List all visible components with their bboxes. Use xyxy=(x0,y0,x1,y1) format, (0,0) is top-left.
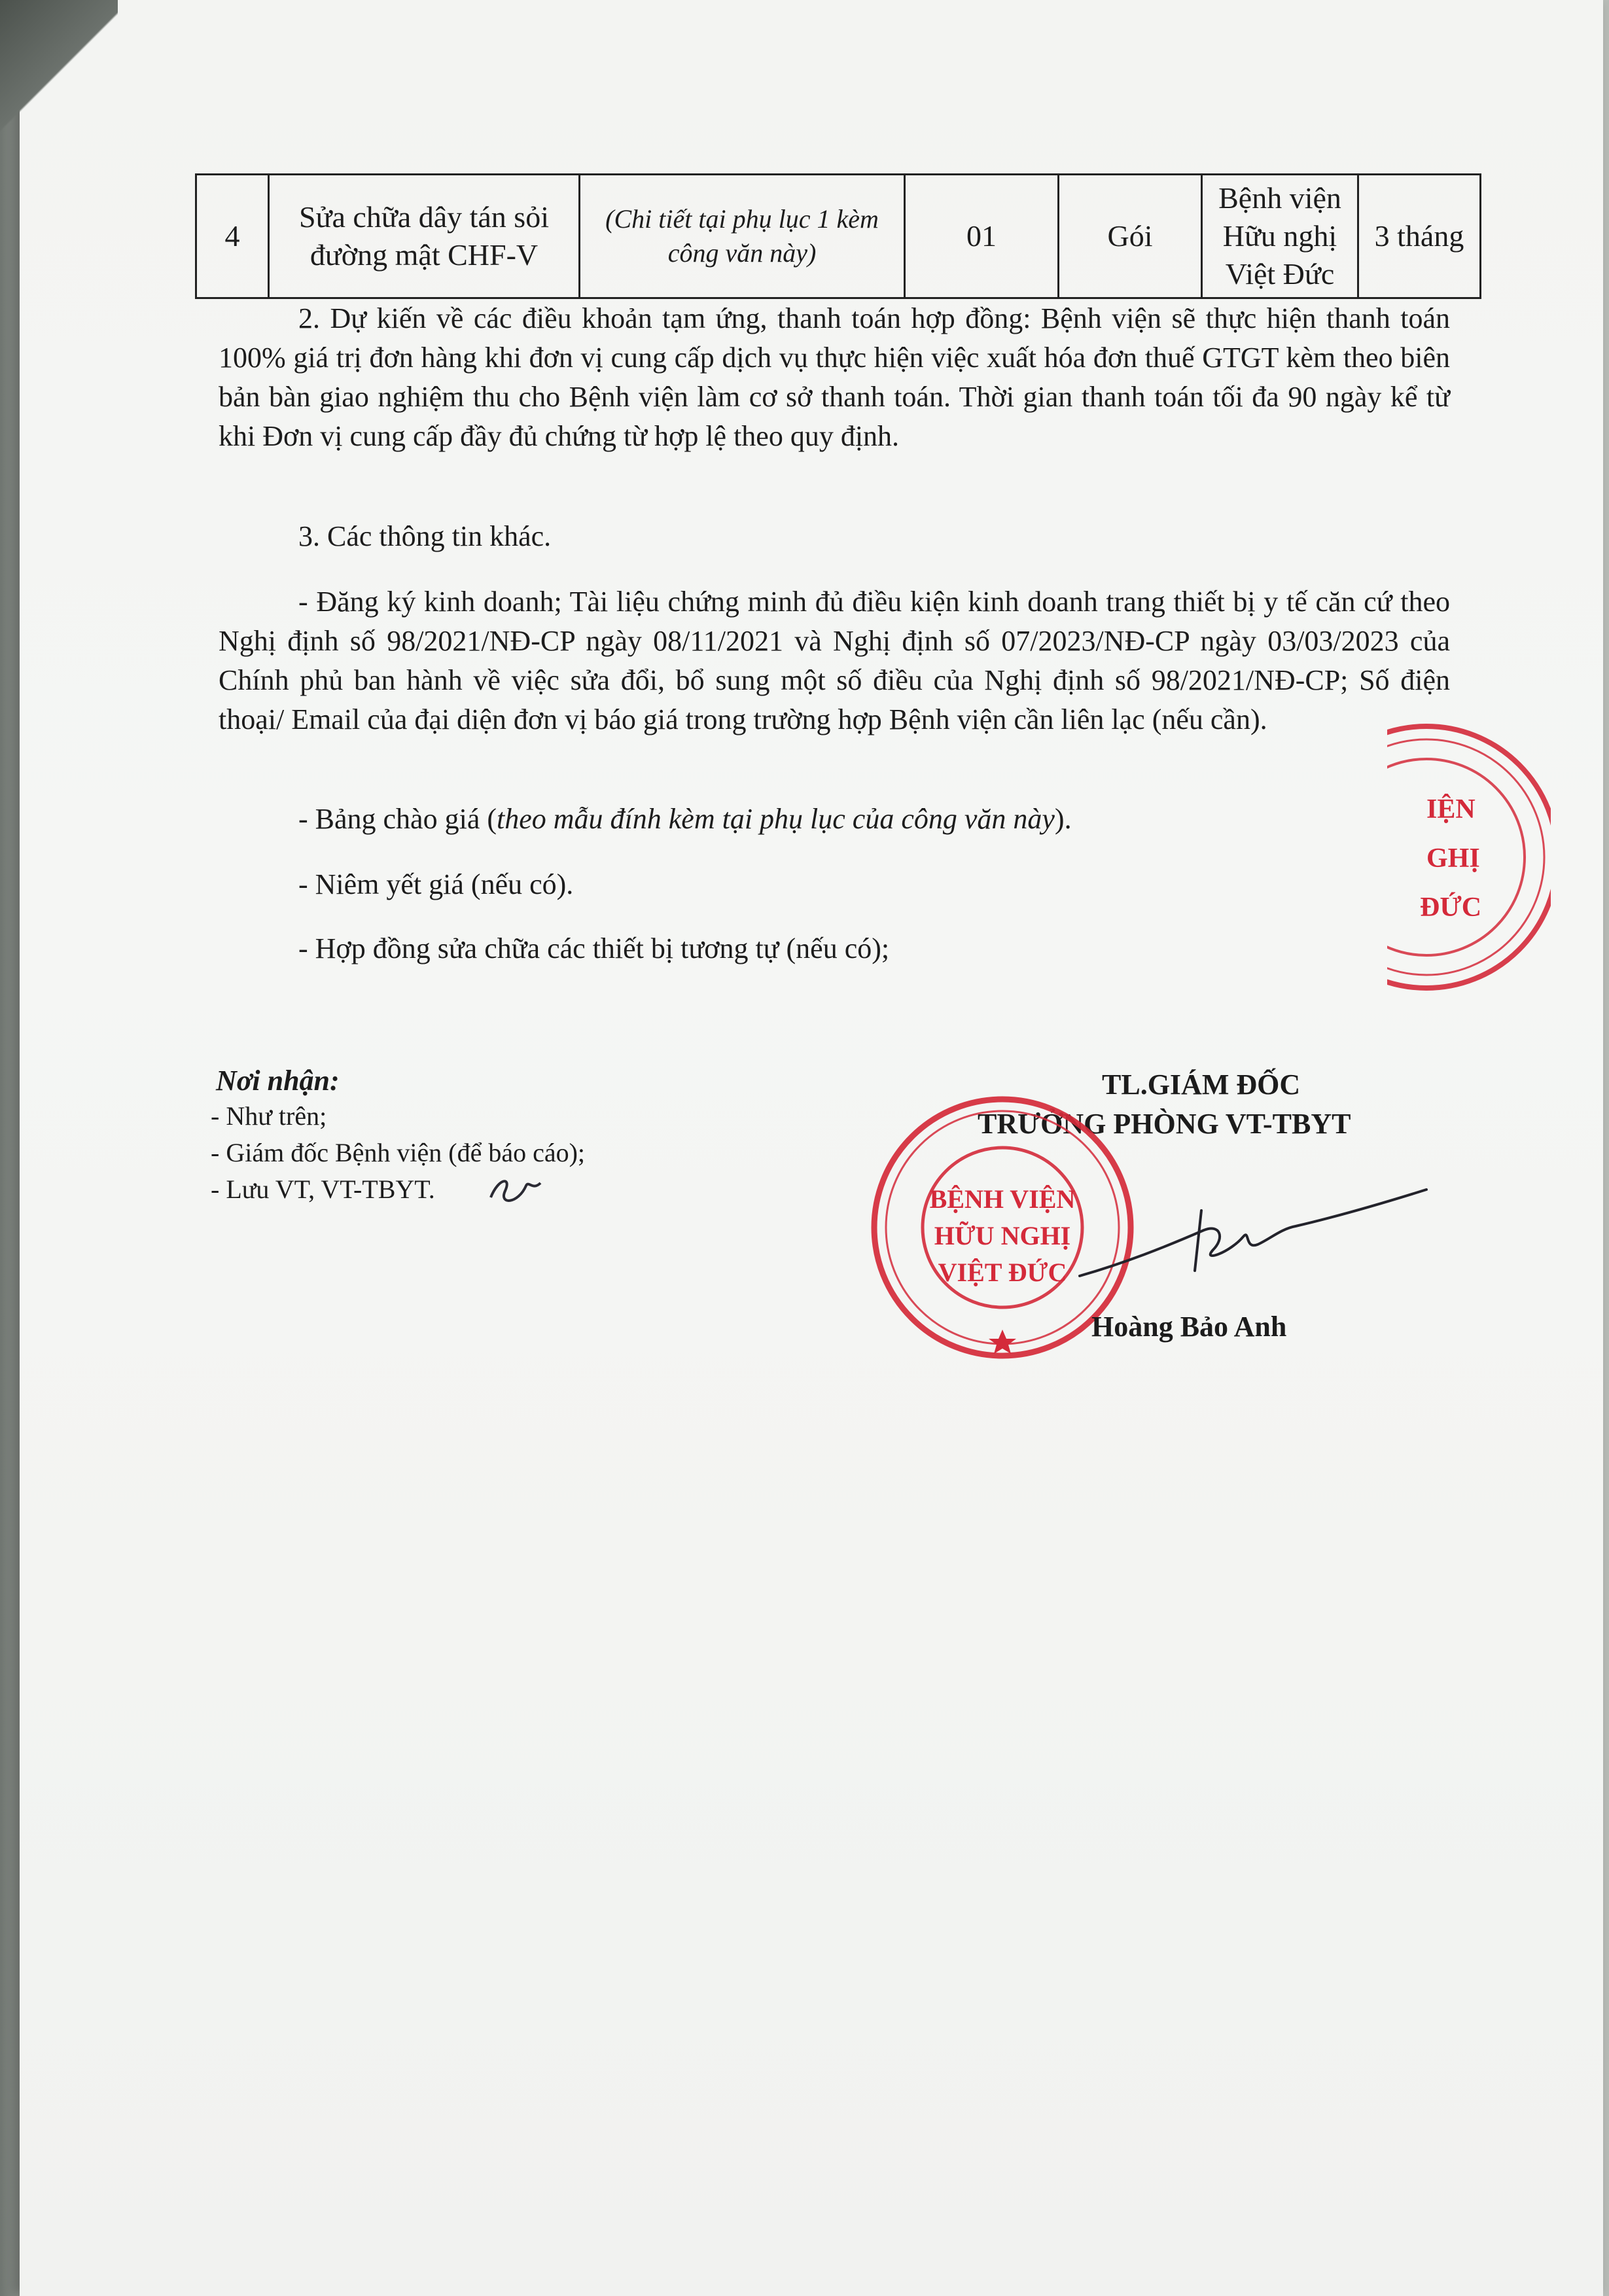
cell-location: Bệnh viện Hữu nghị Việt Đức xyxy=(1202,175,1358,298)
table-row xyxy=(196,175,1481,298)
handwritten-signature xyxy=(1073,1184,1440,1309)
star-icon xyxy=(989,1330,1016,1354)
cell-quantity: 01 xyxy=(905,175,1059,298)
initials-signature xyxy=(486,1171,544,1210)
partial-stamp xyxy=(1387,720,1551,995)
partial-stamp-line3: ĐỨC xyxy=(1420,892,1482,923)
cell-unit: Gói xyxy=(1059,175,1202,298)
signature-title-1: TL.GIÁM ĐỐC xyxy=(1102,1069,1301,1101)
paragraph-price-listing: - Niêm yết giá (nếu có). xyxy=(298,868,574,900)
stamp-line2: HỮU NGHỊ xyxy=(934,1221,1071,1250)
partial-stamp-line1: IỆN xyxy=(1426,794,1476,824)
paragraph-quotation: - Bảng chào giá (theo mẫu đính kèm tại phụ lục của công văn này). xyxy=(298,803,1072,835)
stamp-line3: VIỆT ĐỨC xyxy=(938,1258,1067,1287)
cell-name: Sửa chữa dây tán sỏi đường mật CHF-V xyxy=(269,175,580,298)
recipient-item: - Như trên; xyxy=(211,1101,327,1131)
partial-stamp-line2: GHỊ xyxy=(1426,843,1480,874)
recipients-title: Nơi nhận: xyxy=(216,1065,340,1097)
items-table xyxy=(195,173,1481,299)
recipient-item: - Lưu VT, VT-TBYT. xyxy=(211,1174,435,1204)
paragraph-similar-contracts: - Hợp đồng sửa chữa các thiết bị tương tự (nếu có); xyxy=(298,932,890,964)
cell-duration: 3 tháng xyxy=(1358,175,1481,298)
stamp-line1: BỆNH VIỆN xyxy=(929,1184,1076,1214)
signature-title-2: TRƯỞNG PHÒNG VT-TBYT xyxy=(978,1108,1351,1140)
cell-detail: (Chi tiết tại phụ lục 1 kèm công văn này) xyxy=(580,175,905,298)
cell-stt: 4 xyxy=(196,175,269,298)
signer-name: Hoàng Bảo Anh xyxy=(1091,1311,1287,1343)
paragraph-business-registration: - Đăng ký kinh doanh; Tài liệu chứng minh đủ điều kiện kinh doanh trang thiết bị y tế căn cứ theo Nghị định số 98/2021/NĐ-CP ngày 08/11/2021 và Nghị định số 07/2023/NĐ-CP ngày 03/03/2023 của Chính phủ ban hành về việc sửa đổi, bổ sung một số điều của Nghị định số 98/2021/NĐ-CP; Số điện thoại/ Email của đại diện đơn vị báo giá trong trường hợp Bệnh viện cần liên lạc (nếu cần). xyxy=(219,586,1450,735)
recipient-item: - Giám đốc Bệnh viện (để báo cáo); xyxy=(211,1138,586,1167)
paragraph-other-info: 3. Các thông tin khác. xyxy=(298,520,552,552)
paragraph-payment: 2. Dự kiến về các điều khoản tạm ứng, thanh toán hợp đồng: Bệnh viện sẽ thực hiện thanh toán 100% giá trị đơn hàng khi đơn vị cung cấp dịch vụ thực hiện việc xuất hóa đơn thuế GTGT kèm theo biên bản bàn giao nghiệm thu cho Bệnh viện làm cơ sở thanh toán. Thời gian thanh toán tối đa 90 ngày kể từ khi Đơn vị cung cấp đầy đủ chứng từ hợp lệ theo quy định. xyxy=(219,302,1450,452)
background-corner xyxy=(0,0,118,170)
